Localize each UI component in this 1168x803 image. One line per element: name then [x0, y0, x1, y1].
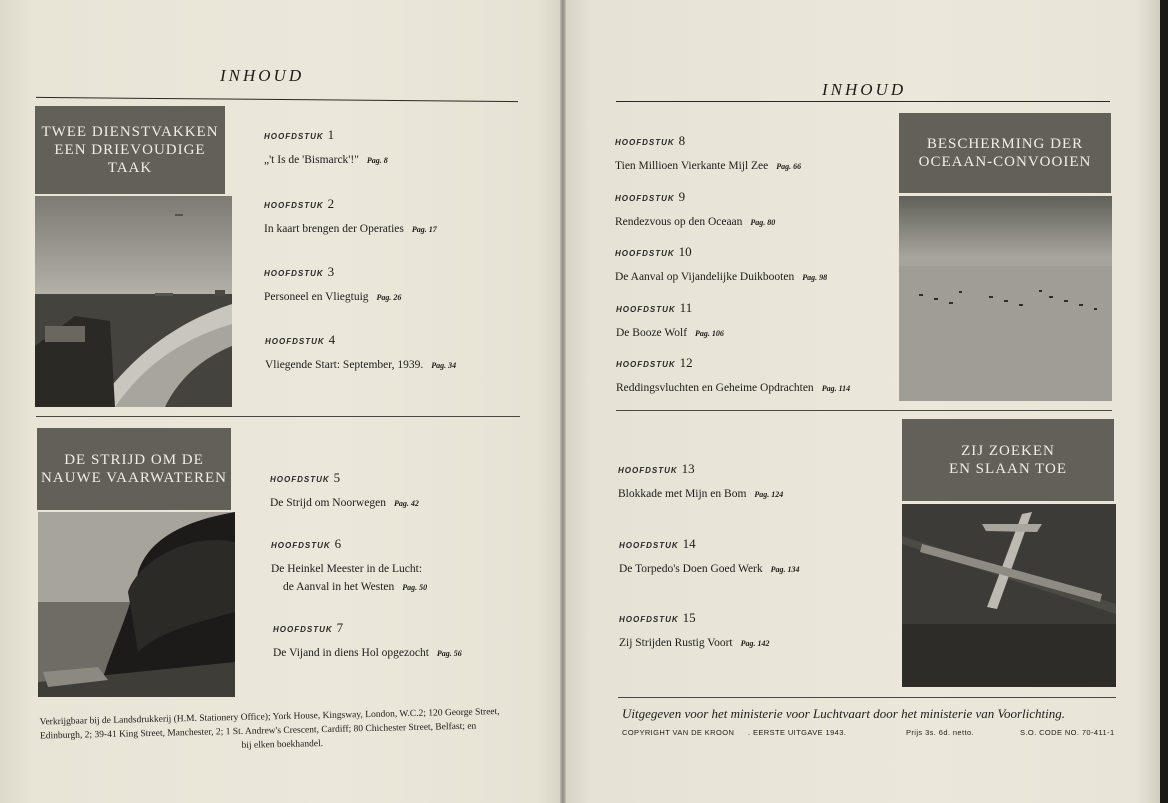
chapter-page: Pag. 34: [431, 361, 457, 370]
photo-ship-wake: [35, 196, 232, 407]
right-top-rule: [616, 101, 1110, 102]
chapter-entry[interactable]: [619, 609, 770, 652]
chapter-number: 8: [678, 133, 686, 148]
publisher-line: Verkrijgbaar bij de Landsdrukkerij (H.M. Stationery Office); York House, Kingsway, London, W.C.2; 120 George Street,: [39, 707, 500, 728]
chapter-label: HOOFDSTUK: [619, 541, 679, 550]
chapter-page: Pag. 98: [802, 273, 828, 282]
chapter-label: HOOFDSTUK: [616, 305, 676, 314]
chapter-entry[interactable]: [616, 299, 724, 342]
chapter-entry[interactable]: [270, 469, 419, 512]
chapter-entry[interactable]: [273, 619, 462, 662]
banner-vaarwateren: [37, 428, 231, 510]
chapter-number: 12: [679, 355, 693, 370]
chapter-number: 4: [328, 332, 336, 347]
chapter-page: Pag. 66: [776, 162, 802, 171]
chapter-number: 5: [333, 470, 341, 485]
chapter-entry[interactable]: [265, 331, 456, 374]
edition: . EERSTE UITGAVE 1943.: [748, 728, 847, 737]
chapter-entry[interactable]: [615, 132, 801, 175]
chapter-label: HOOFDSTUK: [615, 249, 675, 258]
chapter-entry[interactable]: [271, 535, 427, 596]
chapter-page: Pag. 142: [740, 639, 770, 648]
chapter-page: Pag. 106: [695, 329, 724, 338]
photo-aircraft: [902, 504, 1116, 687]
chapter-title: De Strijd om Noorwegen: [270, 497, 386, 509]
right-mid-rule: [616, 410, 1112, 411]
chapter-entry[interactable]: [264, 126, 388, 169]
right-page: [566, 0, 1160, 803]
banner-line: EEN DRIEVOUDIGE TAAK: [54, 142, 206, 176]
chapter-number: 2: [327, 196, 335, 211]
banner-convooien: [899, 113, 1111, 193]
chapter-title: Tien Millioen Vierkante Mijl Zee: [615, 160, 769, 172]
banner-line: ZIJ ZOEKEN: [961, 443, 1055, 459]
chapter-title: De Booze Wolf: [616, 327, 688, 339]
banner-line: DE STRIJD OM DE: [64, 452, 204, 468]
chapter-title: Rendezvous op den Oceaan: [615, 216, 743, 228]
publisher-line: bij elken boekhandel.: [241, 739, 324, 751]
chapter-entry[interactable]: [619, 535, 800, 578]
chapter-page: Pag. 42: [393, 499, 419, 508]
chapter-label: HOOFDSTUK: [265, 337, 325, 346]
photo-convoy-ocean: [899, 196, 1112, 401]
banner-line: BESCHERMING DER: [926, 136, 1084, 152]
so-code: S.O. CODE NO. 70-411-1: [1020, 728, 1115, 737]
chapter-page: Pag. 134: [770, 565, 800, 574]
publisher-info: [40, 705, 525, 758]
chapter-number: 11: [679, 300, 693, 315]
chapter-number: 10: [678, 244, 692, 259]
chapter-entry[interactable]: [615, 243, 827, 286]
chapter-title: Blokkade met Mijn en Bom: [618, 488, 747, 500]
left-mid-rule: [36, 416, 520, 417]
chapter-number: 7: [336, 620, 344, 635]
chapter-title: Zij Strijden Rustig Voort: [619, 637, 733, 649]
chapter-title: Reddingsvluchten en Geheime Opdrachten: [616, 382, 814, 394]
chapter-number: 6: [334, 536, 342, 551]
left-top-rule: [36, 97, 518, 102]
price: Prijs 3s. 6d. netto.: [906, 728, 975, 737]
chapter-page: Pag. 50: [402, 583, 428, 592]
chapter-title: De Torpedo's Doen Goed Werk: [619, 563, 763, 575]
chapter-label: HOOFDSTUK: [616, 360, 676, 369]
banner-line: TWEE DIENSTVAKKEN: [41, 124, 219, 140]
chapter-entry[interactable]: [615, 188, 775, 231]
chapter-entry[interactable]: [616, 354, 850, 397]
chapter-entry[interactable]: [264, 263, 401, 306]
chapter-number: 3: [327, 264, 335, 279]
banner-line: NAUWE VAARWATEREN: [40, 470, 228, 486]
chapter-title-cont: de Aanval in het Westen: [283, 581, 395, 593]
left-page: [0, 0, 560, 803]
chapter-title: Personeel en Vliegtuig: [264, 291, 369, 303]
left-heading: INHOUD: [220, 66, 305, 85]
copyright: COPYRIGHT VAN DE KROON: [622, 728, 735, 737]
chapter-page: Pag. 8: [366, 156, 388, 165]
chapter-label: HOOFDSTUK: [615, 138, 675, 147]
chapter-label: HOOFDSTUK: [618, 466, 678, 475]
chapter-label: HOOFDSTUK: [264, 201, 324, 210]
publisher-line: Edinburgh, 2; 39-41 King Street, Manchester, 2; 1 St. Andrew's Crescent, Cardiff; 80 Chichester Street, Belfast; en: [39, 721, 477, 742]
chapter-number: 9: [678, 189, 686, 204]
chapter-page: Pag. 124: [754, 490, 784, 499]
chapter-number: 13: [681, 461, 695, 476]
banner-dienstvakken: [35, 106, 225, 194]
chapter-number: 15: [682, 610, 696, 625]
chapter-page: Pag. 17: [411, 225, 437, 234]
chapter-page: Pag. 26: [376, 293, 402, 302]
banner-line: OCEAAN-CONVOOIEN: [918, 154, 1092, 170]
chapter-number: 14: [682, 536, 696, 551]
chapter-title: De Aanval op Vijandelijke Duikbooten: [615, 271, 795, 283]
chapter-title: De Heinkel Meester in de Lucht:: [271, 563, 423, 575]
chapter-title: In kaart brengen der Operaties: [264, 223, 404, 235]
chapter-page: Pag. 80: [750, 218, 776, 227]
chapter-number: 1: [327, 127, 335, 142]
chapter-label: HOOFDSTUK: [271, 541, 331, 550]
publisher-line: Uitgegeven voor het ministerie voor Luchtvaart door het ministerie van Voorlichting.: [622, 706, 1066, 721]
chapter-label: HOOFDSTUK: [273, 625, 333, 634]
chapter-label: HOOFDSTUK: [615, 194, 675, 203]
photo-smoke-harbour: [38, 512, 235, 697]
chapter-label: HOOFDSTUK: [619, 615, 679, 624]
chapter-label: HOOFDSTUK: [270, 475, 330, 484]
chapter-label: HOOFDSTUK: [264, 269, 324, 278]
chapter-entry[interactable]: [618, 460, 783, 503]
chapter-entry[interactable]: [264, 195, 437, 238]
chapter-title: De Vijand in diens Hol opgezocht: [273, 647, 429, 659]
banner-line: EN SLAAN TOE: [948, 461, 1068, 477]
banner-zoeken: [902, 419, 1114, 501]
chapter-title: „'t Is de 'Bismarck'!": [264, 154, 359, 166]
chapter-page: Pag. 114: [821, 384, 851, 393]
chapter-title: Vliegende Start: September, 1939.: [265, 359, 424, 371]
chapter-page: Pag. 56: [436, 649, 462, 658]
right-heading: INHOUD: [822, 80, 907, 99]
chapter-label: HOOFDSTUK: [264, 132, 324, 141]
right-bottom-rule: [618, 697, 1116, 698]
